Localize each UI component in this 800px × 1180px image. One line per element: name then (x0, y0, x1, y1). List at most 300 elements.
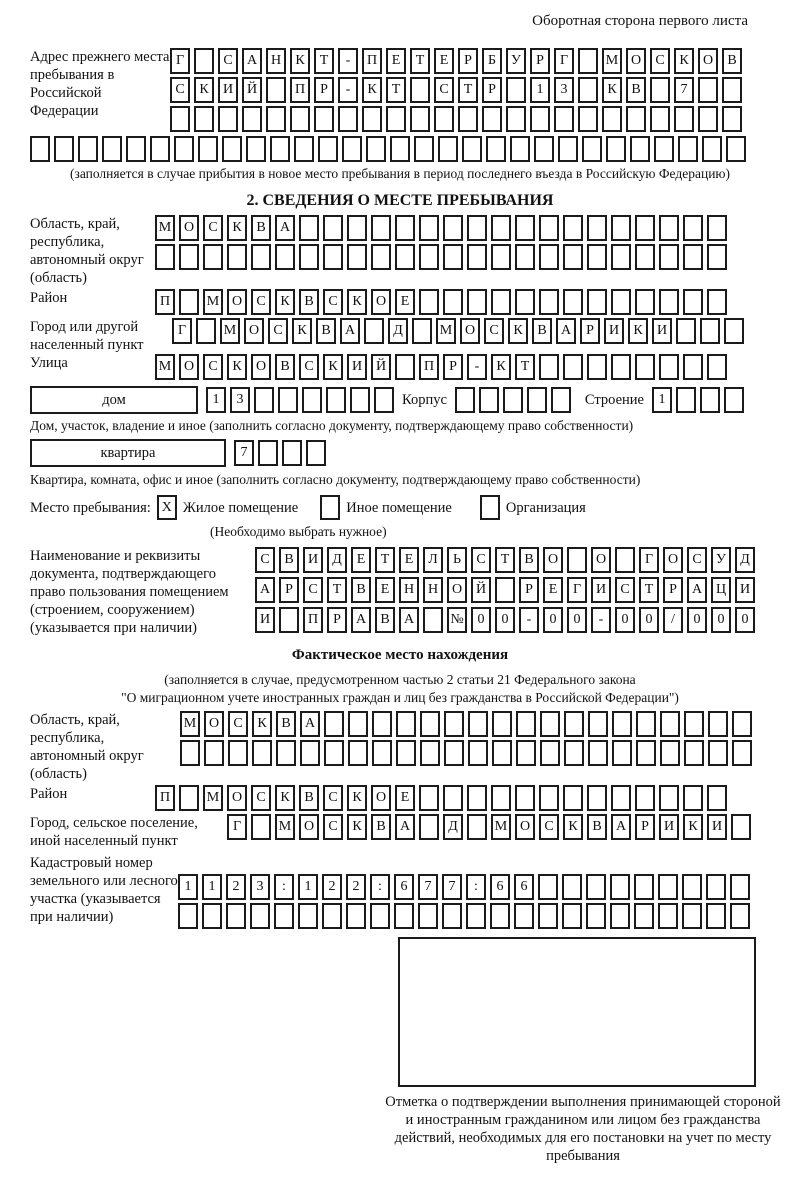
char-cell[interactable] (563, 354, 583, 380)
char-cell[interactable] (563, 289, 583, 315)
char-cell[interactable] (702, 136, 722, 162)
char-cell[interactable]: О (227, 785, 247, 811)
char-cell[interactable] (443, 244, 463, 270)
char-cell[interactable]: А (556, 318, 576, 344)
char-cell[interactable]: С (268, 318, 288, 344)
char-cell[interactable] (486, 136, 506, 162)
char-cell[interactable]: М (602, 48, 622, 74)
char-cell[interactable] (395, 244, 415, 270)
char-cell[interactable] (707, 354, 727, 380)
char-cell[interactable] (226, 903, 246, 929)
char-cell[interactable] (658, 874, 678, 900)
char-cell[interactable]: С (203, 354, 223, 380)
char-cell[interactable]: 7 (674, 77, 694, 103)
char-cell[interactable]: Г (567, 577, 587, 603)
char-cell[interactable] (491, 289, 511, 315)
char-cell[interactable]: Р (443, 354, 463, 380)
char-cell[interactable]: Т (375, 547, 395, 573)
char-cell[interactable] (630, 136, 650, 162)
char-cell[interactable] (539, 354, 559, 380)
char-cell[interactable]: К (683, 814, 703, 840)
char-cell[interactable]: 1 (206, 387, 226, 413)
char-cell[interactable]: А (300, 711, 320, 737)
char-cell[interactable] (194, 106, 214, 132)
char-cell[interactable] (444, 711, 464, 737)
char-cell[interactable] (300, 740, 320, 766)
char-cell[interactable]: С (323, 785, 343, 811)
char-cell[interactable]: С (434, 77, 454, 103)
char-cell[interactable] (194, 48, 214, 74)
char-cell[interactable] (683, 215, 703, 241)
char-cell[interactable] (700, 387, 720, 413)
char-cell[interactable]: В (316, 318, 336, 344)
char-cell[interactable] (578, 48, 598, 74)
char-cell[interactable] (444, 740, 464, 766)
char-cell[interactable]: К (674, 48, 694, 74)
char-cell[interactable]: И (659, 814, 679, 840)
char-cell[interactable] (539, 289, 559, 315)
char-cell[interactable] (636, 740, 656, 766)
char-cell[interactable]: В (371, 814, 391, 840)
char-cell[interactable] (674, 106, 694, 132)
char-cell[interactable] (54, 136, 74, 162)
char-cell[interactable]: К (628, 318, 648, 344)
char-cell[interactable]: Р (314, 77, 334, 103)
checkbox-other-premises[interactable] (320, 495, 340, 520)
char-cell[interactable] (510, 136, 530, 162)
char-cell[interactable] (564, 711, 584, 737)
char-cell[interactable] (468, 711, 488, 737)
char-cell[interactable] (251, 244, 271, 270)
char-cell[interactable]: И (591, 577, 611, 603)
char-cell[interactable] (126, 136, 146, 162)
char-cell[interactable] (635, 785, 655, 811)
char-cell[interactable] (515, 289, 535, 315)
char-cell[interactable] (492, 711, 512, 737)
char-cell[interactable] (371, 215, 391, 241)
char-cell[interactable]: О (663, 547, 683, 573)
char-cell[interactable] (467, 244, 487, 270)
checkbox-organization[interactable] (480, 495, 500, 520)
char-cell[interactable] (342, 136, 362, 162)
char-cell[interactable] (650, 77, 670, 103)
char-cell[interactable]: И (604, 318, 624, 344)
char-cell[interactable] (279, 607, 299, 633)
char-cell[interactable] (563, 215, 583, 241)
char-cell[interactable]: О (179, 354, 199, 380)
char-cell[interactable]: И (735, 577, 755, 603)
char-cell[interactable] (338, 106, 358, 132)
char-cell[interactable]: 0 (471, 607, 491, 633)
char-cell[interactable]: - (519, 607, 539, 633)
char-cell[interactable]: Г (227, 814, 247, 840)
char-cell[interactable]: Р (663, 577, 683, 603)
char-cell[interactable] (534, 136, 554, 162)
char-cell[interactable]: Д (327, 547, 347, 573)
char-cell[interactable]: : (370, 874, 390, 900)
char-cell[interactable]: 3 (554, 77, 574, 103)
char-cell[interactable]: А (340, 318, 360, 344)
char-cell[interactable]: К (563, 814, 583, 840)
char-cell[interactable] (527, 387, 547, 413)
char-cell[interactable] (530, 106, 550, 132)
char-cell[interactable] (346, 903, 366, 929)
char-cell[interactable] (492, 740, 512, 766)
char-cell[interactable] (306, 440, 326, 466)
char-cell[interactable]: С (203, 215, 223, 241)
char-cell[interactable] (495, 577, 515, 603)
char-cell[interactable] (423, 607, 443, 633)
char-cell[interactable] (298, 903, 318, 929)
char-cell[interactable]: № (447, 607, 467, 633)
char-cell[interactable]: О (251, 354, 271, 380)
char-cell[interactable]: М (275, 814, 295, 840)
char-cell[interactable]: А (687, 577, 707, 603)
char-cell[interactable]: М (203, 289, 223, 315)
char-cell[interactable] (578, 77, 598, 103)
char-cell[interactable]: 0 (543, 607, 563, 633)
char-cell[interactable] (251, 814, 271, 840)
char-cell[interactable] (364, 318, 384, 344)
char-cell[interactable] (678, 136, 698, 162)
char-cell[interactable]: О (591, 547, 611, 573)
char-cell[interactable]: С (303, 577, 323, 603)
char-cell[interactable] (586, 874, 606, 900)
char-cell[interactable] (443, 289, 463, 315)
char-cell[interactable] (516, 711, 536, 737)
char-cell[interactable] (438, 136, 458, 162)
char-cell[interactable] (371, 244, 391, 270)
char-cell[interactable] (468, 740, 488, 766)
char-cell[interactable] (539, 215, 559, 241)
char-cell[interactable]: К (347, 289, 367, 315)
char-cell[interactable]: С (615, 577, 635, 603)
char-cell[interactable] (698, 77, 718, 103)
char-cell[interactable] (722, 106, 742, 132)
char-cell[interactable]: В (375, 607, 395, 633)
char-cell[interactable]: Н (266, 48, 286, 74)
char-cell[interactable] (684, 740, 704, 766)
char-cell[interactable] (178, 903, 198, 929)
char-cell[interactable] (539, 244, 559, 270)
char-cell[interactable] (254, 387, 274, 413)
char-cell[interactable]: - (338, 48, 358, 74)
char-cell[interactable]: 0 (687, 607, 707, 633)
char-cell[interactable]: 0 (495, 607, 515, 633)
char-cell[interactable] (410, 77, 430, 103)
char-cell[interactable] (659, 785, 679, 811)
char-cell[interactable] (635, 244, 655, 270)
char-cell[interactable]: А (351, 607, 371, 633)
char-cell[interactable]: О (626, 48, 646, 74)
char-cell[interactable]: Т (639, 577, 659, 603)
char-cell[interactable] (396, 740, 416, 766)
char-cell[interactable]: С (687, 547, 707, 573)
char-cell[interactable]: Е (399, 547, 419, 573)
char-cell[interactable]: 1 (298, 874, 318, 900)
char-cell[interactable] (491, 785, 511, 811)
char-cell[interactable] (419, 215, 439, 241)
char-cell[interactable] (578, 106, 598, 132)
char-cell[interactable] (683, 244, 703, 270)
char-cell[interactable] (467, 215, 487, 241)
char-cell[interactable] (227, 244, 247, 270)
char-cell[interactable]: 7 (418, 874, 438, 900)
char-cell[interactable] (394, 903, 414, 929)
char-cell[interactable] (582, 136, 602, 162)
char-cell[interactable] (562, 874, 582, 900)
char-cell[interactable]: А (255, 577, 275, 603)
char-cell[interactable]: К (252, 711, 272, 737)
char-cell[interactable]: В (251, 215, 271, 241)
char-cell[interactable] (506, 106, 526, 132)
char-cell[interactable] (362, 106, 382, 132)
char-cell[interactable] (372, 740, 392, 766)
char-cell[interactable] (467, 289, 487, 315)
char-cell[interactable] (659, 244, 679, 270)
char-cell[interactable]: Т (410, 48, 430, 74)
char-cell[interactable]: М (491, 814, 511, 840)
char-cell[interactable]: С (251, 785, 271, 811)
char-cell[interactable]: : (274, 874, 294, 900)
char-cell[interactable] (602, 106, 622, 132)
char-cell[interactable]: 1 (178, 874, 198, 900)
char-cell[interactable]: 6 (490, 874, 510, 900)
char-cell[interactable]: К (347, 814, 367, 840)
char-cell[interactable] (222, 136, 242, 162)
char-cell[interactable] (204, 740, 224, 766)
char-cell[interactable] (418, 903, 438, 929)
char-cell[interactable]: Е (375, 577, 395, 603)
char-cell[interactable] (611, 289, 631, 315)
char-cell[interactable] (314, 106, 334, 132)
char-cell[interactable] (610, 903, 630, 929)
char-cell[interactable] (650, 106, 670, 132)
char-cell[interactable]: Е (434, 48, 454, 74)
char-cell[interactable]: К (227, 215, 247, 241)
char-cell[interactable]: У (506, 48, 526, 74)
char-cell[interactable]: П (303, 607, 323, 633)
char-cell[interactable]: А (395, 814, 415, 840)
char-cell[interactable]: М (180, 711, 200, 737)
char-cell[interactable] (299, 215, 319, 241)
char-cell[interactable] (635, 289, 655, 315)
char-cell[interactable] (503, 387, 523, 413)
char-cell[interactable] (707, 244, 727, 270)
char-cell[interactable] (540, 740, 560, 766)
char-cell[interactable]: М (155, 215, 175, 241)
char-cell[interactable] (706, 874, 726, 900)
char-cell[interactable] (302, 387, 322, 413)
char-cell[interactable]: Й (242, 77, 262, 103)
char-cell[interactable]: С (255, 547, 275, 573)
char-cell[interactable]: - (591, 607, 611, 633)
char-cell[interactable]: О (179, 215, 199, 241)
char-cell[interactable] (634, 903, 654, 929)
char-cell[interactable] (458, 106, 478, 132)
char-cell[interactable]: Т (327, 577, 347, 603)
char-cell[interactable] (174, 136, 194, 162)
char-cell[interactable]: Р (458, 48, 478, 74)
char-cell[interactable]: С (484, 318, 504, 344)
char-cell[interactable] (491, 244, 511, 270)
char-cell[interactable]: К (275, 289, 295, 315)
char-cell[interactable] (179, 785, 199, 811)
char-cell[interactable] (347, 244, 367, 270)
char-cell[interactable] (323, 244, 343, 270)
char-cell[interactable] (218, 106, 238, 132)
char-cell[interactable]: Ц (711, 577, 731, 603)
char-cell[interactable]: В (722, 48, 742, 74)
char-cell[interactable] (266, 106, 286, 132)
char-cell[interactable]: Е (395, 289, 415, 315)
char-cell[interactable]: В (299, 785, 319, 811)
char-cell[interactable]: Д (443, 814, 463, 840)
char-cell[interactable] (588, 711, 608, 737)
char-cell[interactable]: К (194, 77, 214, 103)
char-cell[interactable]: О (515, 814, 535, 840)
char-cell[interactable] (660, 740, 680, 766)
char-cell[interactable] (587, 215, 607, 241)
char-cell[interactable]: 7 (442, 874, 462, 900)
char-cell[interactable] (490, 903, 510, 929)
char-cell[interactable] (258, 440, 278, 466)
char-cell[interactable] (635, 215, 655, 241)
char-cell[interactable]: Н (423, 577, 443, 603)
char-cell[interactable] (491, 215, 511, 241)
char-cell[interactable] (252, 740, 272, 766)
char-cell[interactable] (274, 903, 294, 929)
char-cell[interactable] (414, 136, 434, 162)
char-cell[interactable]: С (323, 289, 343, 315)
char-cell[interactable]: Г (639, 547, 659, 573)
char-cell[interactable]: Т (495, 547, 515, 573)
char-cell[interactable] (635, 354, 655, 380)
char-cell[interactable]: 1 (652, 387, 672, 413)
char-cell[interactable] (540, 711, 560, 737)
char-cell[interactable]: Р (327, 607, 347, 633)
char-cell[interactable] (658, 903, 678, 929)
char-cell[interactable] (732, 740, 752, 766)
char-cell[interactable] (290, 106, 310, 132)
char-cell[interactable]: П (419, 354, 439, 380)
char-cell[interactable]: К (290, 48, 310, 74)
char-cell[interactable]: Л (423, 547, 443, 573)
char-cell[interactable] (515, 215, 535, 241)
char-cell[interactable] (724, 387, 744, 413)
char-cell[interactable]: Е (351, 547, 371, 573)
char-cell[interactable]: Г (172, 318, 192, 344)
char-cell[interactable] (724, 318, 744, 344)
char-cell[interactable] (412, 318, 432, 344)
char-cell[interactable]: 0 (639, 607, 659, 633)
char-cell[interactable]: Е (543, 577, 563, 603)
char-cell[interactable] (170, 106, 190, 132)
char-cell[interactable]: Н (399, 577, 419, 603)
char-cell[interactable] (443, 215, 463, 241)
char-cell[interactable] (250, 903, 270, 929)
char-cell[interactable] (683, 785, 703, 811)
char-cell[interactable] (396, 711, 416, 737)
char-cell[interactable] (707, 215, 727, 241)
char-cell[interactable] (419, 289, 439, 315)
char-cell[interactable] (730, 874, 750, 900)
char-cell[interactable] (615, 547, 635, 573)
char-cell[interactable] (611, 785, 631, 811)
char-cell[interactable] (612, 711, 632, 737)
char-cell[interactable]: С (323, 814, 343, 840)
char-cell[interactable]: С (471, 547, 491, 573)
char-cell[interactable] (276, 740, 296, 766)
char-cell[interactable] (324, 740, 344, 766)
char-cell[interactable] (707, 785, 727, 811)
char-cell[interactable] (266, 77, 286, 103)
char-cell[interactable] (659, 215, 679, 241)
char-cell[interactable] (554, 106, 574, 132)
char-cell[interactable]: В (351, 577, 371, 603)
char-cell[interactable]: П (362, 48, 382, 74)
char-cell[interactable]: В (587, 814, 607, 840)
char-cell[interactable]: С (539, 814, 559, 840)
char-cell[interactable]: В (519, 547, 539, 573)
char-cell[interactable] (564, 740, 584, 766)
char-cell[interactable] (682, 903, 702, 929)
char-cell[interactable] (323, 215, 343, 241)
char-cell[interactable] (676, 318, 696, 344)
char-cell[interactable]: К (491, 354, 511, 380)
char-cell[interactable] (659, 289, 679, 315)
char-cell[interactable] (294, 136, 314, 162)
char-cell[interactable] (348, 740, 368, 766)
char-cell[interactable]: О (447, 577, 467, 603)
char-cell[interactable] (606, 136, 626, 162)
char-cell[interactable] (466, 903, 486, 929)
char-cell[interactable]: М (203, 785, 223, 811)
char-cell[interactable]: М (436, 318, 456, 344)
char-cell[interactable]: А (242, 48, 262, 74)
char-cell[interactable]: К (275, 785, 295, 811)
char-cell[interactable] (390, 136, 410, 162)
char-cell[interactable]: К (362, 77, 382, 103)
char-cell[interactable]: С (218, 48, 238, 74)
char-cell[interactable] (179, 289, 199, 315)
char-cell[interactable]: К (347, 785, 367, 811)
char-cell[interactable] (587, 354, 607, 380)
char-cell[interactable] (442, 903, 462, 929)
char-cell[interactable] (270, 136, 290, 162)
char-cell[interactable]: О (698, 48, 718, 74)
char-cell[interactable]: 3 (250, 874, 270, 900)
char-cell[interactable] (372, 711, 392, 737)
char-cell[interactable]: Й (471, 577, 491, 603)
char-cell[interactable]: С (299, 354, 319, 380)
char-cell[interactable]: Й (371, 354, 391, 380)
char-cell[interactable] (506, 77, 526, 103)
checkbox-residential[interactable]: X (157, 495, 177, 520)
char-cell[interactable] (515, 785, 535, 811)
char-cell[interactable]: К (292, 318, 312, 344)
char-cell[interactable]: К (227, 354, 247, 380)
char-cell[interactable]: Т (458, 77, 478, 103)
char-cell[interactable] (479, 387, 499, 413)
char-cell[interactable]: Е (386, 48, 406, 74)
char-cell[interactable]: О (204, 711, 224, 737)
char-cell[interactable]: - (338, 77, 358, 103)
char-cell[interactable] (482, 106, 502, 132)
char-cell[interactable] (203, 244, 223, 270)
char-cell[interactable] (150, 136, 170, 162)
char-cell[interactable] (731, 814, 751, 840)
